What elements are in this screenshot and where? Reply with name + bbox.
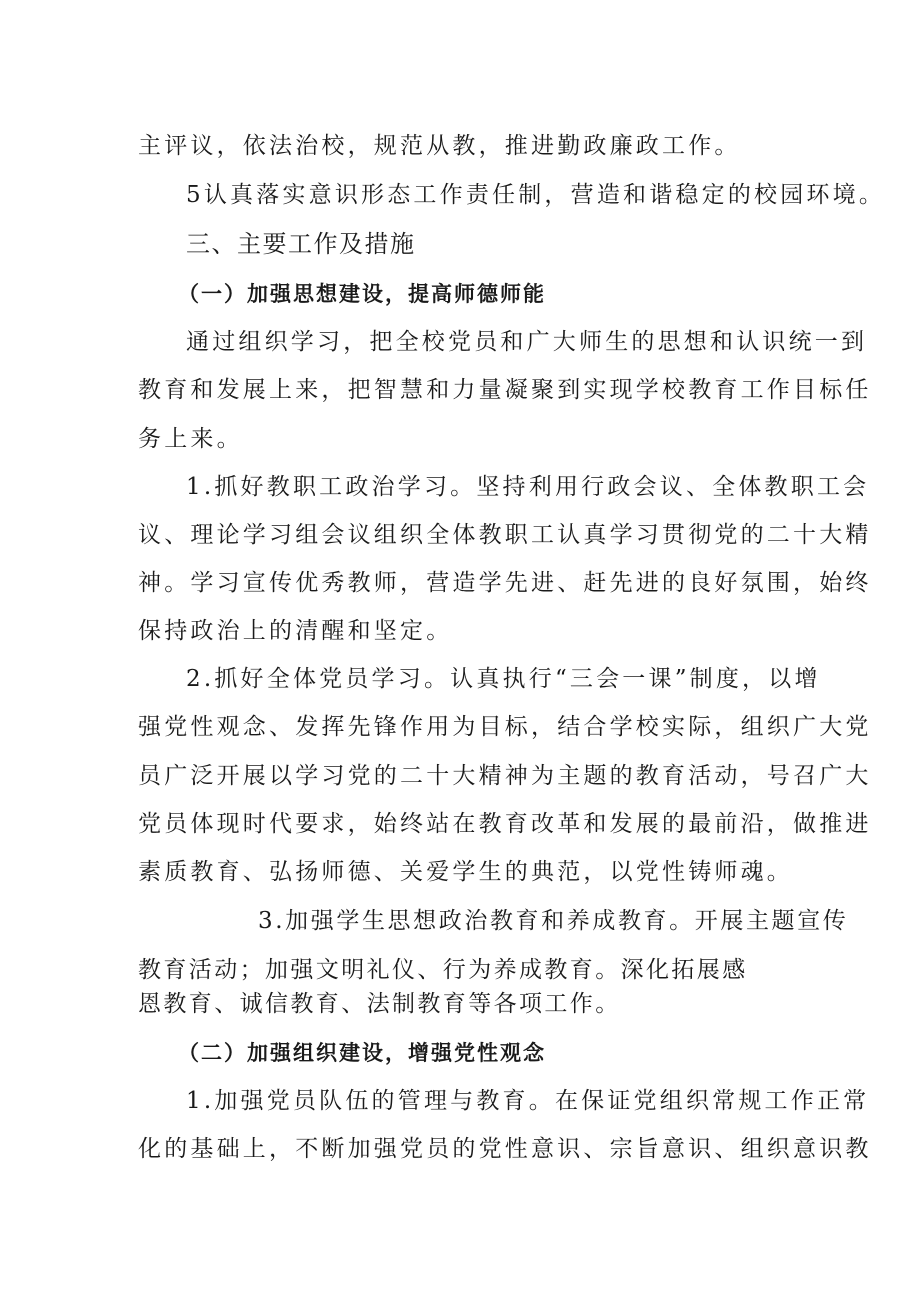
paragraph-line: 通过组织学习，把全校党员和广大师生的思想和认识统一到 — [186, 329, 868, 355]
paragraph-line: 素质教育、弘扬师德、关爱学生的典范，以党性铸师魂。 — [138, 859, 793, 885]
paragraph-line: 神。学习宣传优秀教师，营造学先进、赶先进的良好氛围，始终 — [138, 570, 872, 596]
paragraph-line: 强党性观念、发挥先锋作用为目标，结合学校实际，组织广大党 — [138, 714, 872, 740]
paragraph-line: 主评议，依法治校，规范从教，推进勤政廉政工作。 — [138, 133, 741, 159]
paragraph-line: 务上来。 — [138, 426, 243, 452]
paragraph-line: 5认真落实意识形态工作责任制，营造和谐稳定的校园环境。 — [186, 182, 886, 208]
paragraph-line: 教育和发展上来，把智慧和力量凝聚到实现学校教育工作目标任 — [138, 377, 872, 403]
paragraph-line: 1.加强党员队伍的管理与教育。在保证党组织常规工作正常 — [186, 1088, 870, 1114]
paragraph-line: 恩教育、诚信教育、法制教育等各项工作。 — [138, 991, 621, 1017]
paragraph-line: 教育活动；加强文明礼仪、行为养成教育。深化拓展感 — [138, 957, 748, 983]
subsection-heading: （二）加强组织建设，增强党性观念 — [178, 1041, 546, 1065]
paragraph-line: 员广泛开展以学习党的二十大精神为主题的教育活动，号召广大 — [138, 763, 872, 789]
paragraph-line: 议、理论学习组会议组织全体教职工认真学习贯彻党的二十大精 — [138, 522, 872, 548]
paragraph-line: 党员体现时代要求，始终站在教育改革和发展的最前沿，做推进 — [138, 811, 872, 837]
paragraph-line: 2.抓好全体党员学习。认真执行“三会一课”制度，以增 — [186, 666, 821, 692]
section-heading: 三、主要工作及措施 — [186, 230, 416, 258]
paragraph-line: 1.抓好教职工政治学习。坚持利用行政会议、全体教职工会 — [186, 474, 870, 500]
paragraph-line: 化的基础上，不断加强党员的党性意识、宗旨意识、组织意识教 — [138, 1136, 872, 1162]
paragraph-line: 保持政治上的清醒和坚定。 — [138, 618, 453, 644]
subsection-heading: （一）加强思想建设，提高师德师能 — [178, 282, 546, 306]
paragraph-line: 3.加强学生思想政治教育和养成教育。开展主题宣传 — [258, 908, 849, 934]
